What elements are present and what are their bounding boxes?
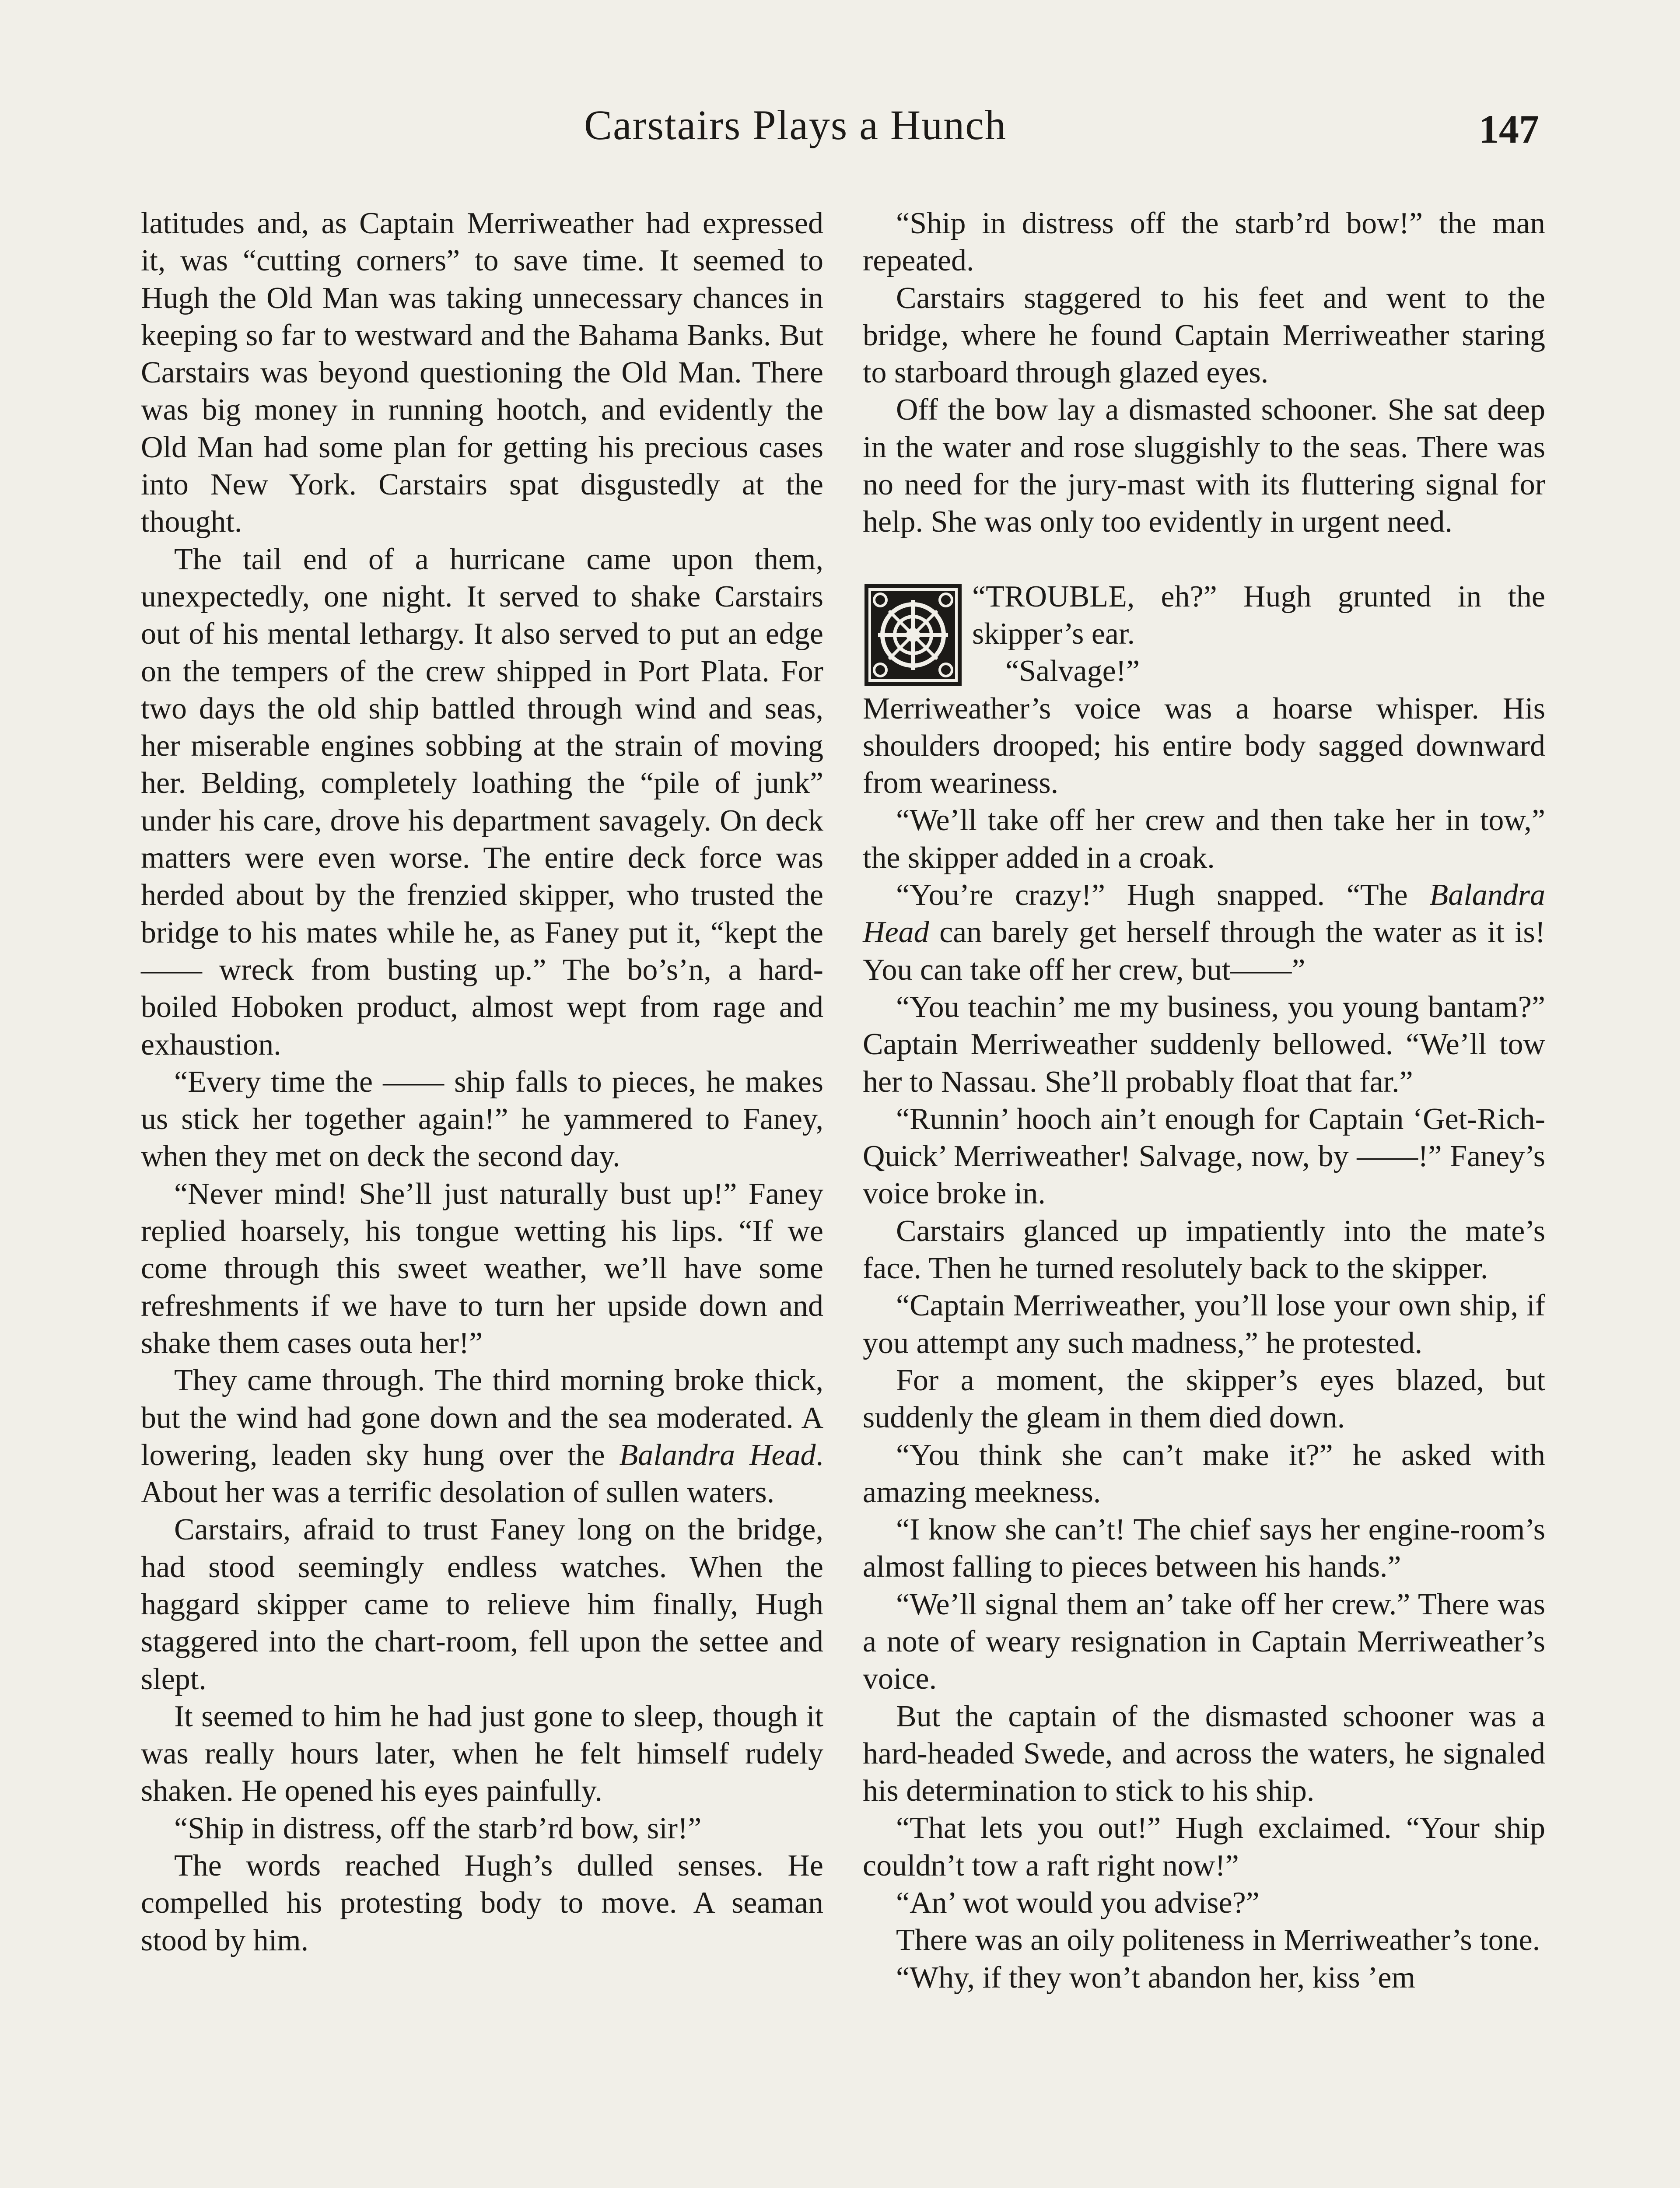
paragraph: “Why, if they won’t abandon her, kiss ’em bbox=[896, 1960, 1415, 1995]
paragraph: latitudes and, as Captain Merriweather had expressed it, was “cutting corners” to save time. It seemed to Hugh the Old Man was taking unnecessary chances in keeping so far to westward and the Bahama Banks. But Carstairs was beyond questioning the Old Man. There was big money in running hootch, and evidently the Old Man had some plan for getting his precious cases into New York. Carstairs spat disgustedly at the thought. bbox=[141, 207, 823, 539]
page-number: 147 bbox=[1479, 107, 1539, 151]
text-run: . About her was a terrific desolation of sullen waters. bbox=[141, 1438, 824, 1510]
paragraph: But the captain of the dismasted schooner was a hard-headed Swede, and across the waters, he signaled his determination to stick to his ship. bbox=[863, 1699, 1545, 1808]
paragraph: Off the bow lay a dismasted schooner. She sat deep in the water and rose sluggishly to the seas. There was no need for the jury-mast with its fluttering signal for help. She was only too evidently in urgent need. bbox=[863, 393, 1545, 539]
running-title: Carstairs Plays a Hunch bbox=[584, 102, 1007, 148]
running-header bbox=[0, 101, 1680, 162]
paragraph: “Every time the —— ship falls to pieces, he makes us stick her together again!” he yammered to Faney, when they met on deck the second day. bbox=[141, 1065, 823, 1174]
paragraph: “We’ll take off her crew and then take her in tow,” the skipper added in a croak. bbox=[863, 803, 1545, 875]
right-column bbox=[863, 205, 1545, 1996]
paragraph: Carstairs glanced up impatiently into the mate’s face. Then he turned resolutely back to the skipper. bbox=[863, 1214, 1545, 1286]
paragraph: Carstairs staggered to his feet and went to the bridge, where he found Captain Merriweather staring to starboard through glazed eyes. bbox=[863, 281, 1545, 390]
paragraph: The tail end of a hurricane came upon them, unexpectedly, one night. It served to shake Carstairs out of his mental lethargy. It also served to put an edge on the tempers of the crew shipped in Port Plata. For two days the old ship battled through wind and seas, her miserable engines sobbing at the strain of moving her. Belding, completely loathing the “pile of junk” under his care, drove his department savagely. On deck matters were even worse. The entire deck force was herded about by the frenzied skipper, who trusted the bridge to his mates while he, as Faney put it, “kept the —— wreck from busting up.” The bo’s’n, a hard-boiled Hoboken product, almost wept from rage and exhaustion. bbox=[141, 542, 823, 1062]
paragraph: “That lets you out!” Hugh exclaimed. “Your ship couldn’t tow a raft right now!” bbox=[863, 1811, 1545, 1883]
paragraph bbox=[863, 652, 1545, 690]
section-break bbox=[863, 541, 1545, 578]
text-run: “Salvage!” bbox=[1005, 654, 1140, 688]
paragraph: “You think she can’t make it?” he asked with amazing meekness. bbox=[863, 1438, 1545, 1509]
paragraph: There was an oily politeness in Merriweather’s tone. bbox=[896, 1923, 1540, 1957]
paragraph: For a moment, the skipper’s eyes blazed, but suddenly the gleam in them died down. bbox=[863, 1363, 1545, 1435]
paragraph: It seemed to him he had just gone to sleep, though it was really hours later, when he felt himself rudely shaken. He opened his eyes painfully. bbox=[141, 1699, 823, 1808]
paragraph bbox=[141, 1362, 823, 1511]
paragraph: Carstairs, afraid to trust Faney long on the bridge, had stood seemingly endless watches. When the haggard skipper came to relieve him finally, Hugh staggered into the chart-room, fell upon the settee and slept. bbox=[141, 1513, 823, 1696]
paragraph: The words reached Hugh’s dulled senses. He compelled his protesting body to move. A seaman stood by him. bbox=[141, 1849, 823, 1957]
paragraph: “Captain Merriweather, you’ll lose your own ship, if you attempt any such madness,” he protested. bbox=[863, 1289, 1545, 1360]
section-lead: “TROUBLE, eh?” Hugh grunted in the skipper’s ear. bbox=[972, 579, 1545, 651]
left-column bbox=[141, 205, 823, 1959]
paragraph: “Never mind! She’ll just naturally bust up!” Faney replied hoarsely, his tongue wetting his lips. “If we come through this sweet weather, we’ll have some refreshments if we have to turn her upside down and shake them cases outa her!” bbox=[141, 1177, 823, 1360]
paragraph: “I know she can’t! The chief says her engine-room’s almost falling to pieces between his hands.” bbox=[863, 1513, 1545, 1584]
paragraph: “Ship in distress off the starb’rd bow!” the man repeated. bbox=[863, 207, 1545, 278]
text-run: can barely get herself through the water as it is! You can take off her crew, but——” bbox=[863, 915, 1546, 987]
text-run: They came through. The third morning broke thick, but the wind had gone down and the sea moderated. A lowering, leaden sky hung over the bbox=[141, 1364, 823, 1472]
paragraph: “An’ wot would you advise?” bbox=[896, 1886, 1260, 1920]
paragraph: “You teachin’ me my business, you young bantam?” Captain Merriweather suddenly bellowed. “We’ll tow her to Nassau. She’ll probably float that far.” bbox=[863, 990, 1545, 1099]
paragraph: “We’ll signal them an’ take off her crew.” There was a note of weary resignation in Captain Merriweather’s voice. bbox=[863, 1587, 1545, 1696]
ship-name: Balandra Head bbox=[619, 1438, 816, 1472]
paragraph bbox=[863, 877, 1545, 989]
text-run: “You’re crazy!” Hugh snapped. “The bbox=[896, 878, 1408, 912]
paragraph: “Runnin’ hooch ain’t enough for Captain ‘Get-Rich-Quick’ Merriweather! Salvage, now, by ——!” Faney’s voice broke in. bbox=[863, 1102, 1545, 1211]
ship-name: Balandra Head bbox=[863, 878, 1545, 950]
section-opening bbox=[863, 578, 1545, 690]
paragraph: “Ship in distress, off the starb’rd bow, sir!” bbox=[174, 1811, 702, 1845]
paragraph: Merriweather’s voice was a hoarse whisper. His shoulders drooped; his entire body sagged downward from weariness. bbox=[863, 691, 1545, 800]
